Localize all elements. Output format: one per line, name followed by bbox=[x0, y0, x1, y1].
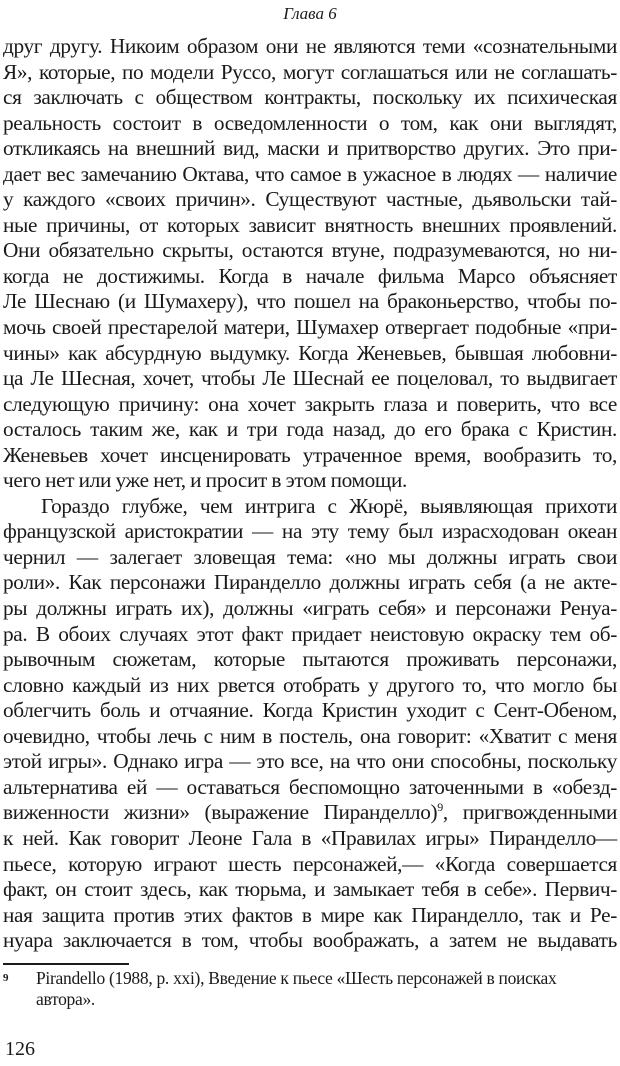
text-line: факт, он стоит здесь, как тюрьма, и замыкает тебя в себе». Первич- bbox=[3, 877, 617, 902]
text-line: альтернатива ей — оставаться беспомощно заточенными в «обезд- bbox=[3, 774, 617, 799]
text-line: чернил — залегает зловещая тема: «но мы должны играть свои bbox=[3, 544, 617, 569]
running-head: Глава 6 bbox=[283, 4, 337, 23]
text-line: чины» как абсурдную выдумку. Когда Женевьев, бывшая любовни- bbox=[3, 340, 617, 365]
paragraph-1 bbox=[3, 34, 617, 494]
text-fragment: виженности жизни» (выражение Пиранделло) bbox=[3, 800, 438, 825]
text-line: следующую причину: она хочет закрыть глаза и поверить, что все bbox=[3, 391, 617, 416]
text-line: ца Ле Шесная, хочет, чтобы Ле Шеснай ее поцеловал, то выдвигает bbox=[3, 366, 617, 391]
paragraph-2 bbox=[3, 494, 617, 954]
text-line: словно каждый из них рвется отобрать у другого то, что могло бы bbox=[3, 672, 617, 697]
text-line: реальность состоит в осведомленности о том, как они выглядят, bbox=[3, 110, 617, 135]
footnote-number: 9 bbox=[3, 972, 9, 984]
text-line-with-footnote-ref bbox=[3, 800, 617, 826]
footnote-divider bbox=[3, 963, 129, 965]
text-line: облегчить боль и отчаяние. Когда Кристин уходит с Сент-Обеном, bbox=[3, 698, 617, 723]
text-line: осталось таким же, как и три года назад, до его брака с Кристин. bbox=[3, 417, 617, 442]
text-line: роли». Как персонажи Пиранделло должны играть себя (а не акте- bbox=[3, 570, 617, 595]
text-line: друг другу. Никоим образом они не являются теми «сознательными bbox=[3, 34, 617, 58]
text-line: дает вес замечанию Октава, что самое в ужасное в людях — наличие bbox=[3, 161, 617, 186]
footnote-9 bbox=[3, 968, 617, 1010]
text-line: ся заключать с обществом контракты, поскольку их психическая bbox=[3, 85, 617, 110]
text-line: пьесе, которую играют шесть персонажей,— «Когда совершается bbox=[3, 851, 617, 876]
footnote-text-line: Pirandello (1988, p. xxi), В​ведение к пьесе «Шесть персонажей в поисках bbox=[36, 968, 557, 988]
text-line: когда не достижимы. Когда в начале фильма Марсо объясняет bbox=[3, 263, 617, 288]
footnote-text-line: автора». bbox=[36, 989, 96, 1009]
text-line: к ней. Как говорит Леоне Гала в «Правилах игры» Пиранделло— bbox=[3, 825, 617, 850]
body-text bbox=[3, 34, 617, 954]
text-line: мочь своей престарелой матери, Шумахер отвергает подобные «при- bbox=[3, 315, 617, 340]
text-line: ная защита против этих фактов в мире как Пиранделло, так и Ре- bbox=[3, 902, 617, 927]
text-line: этой игры». Однако игра — это все, на что они способны, поскольку bbox=[3, 749, 617, 774]
text-line: Я», которые, по модели Руссо, могут соглашаться или не соглашать- bbox=[3, 59, 617, 84]
text-line: у каждого «своих причин». Существуют частные, дьявольски тай- bbox=[3, 187, 617, 212]
text-line: ные причины, от которых зависит внятность внешних проявлений. bbox=[3, 212, 617, 237]
text-line: ры должны играть их), должны «играть себя» и персонажи Ренуа- bbox=[3, 596, 617, 621]
text-line: французской аристократии — на эту тему был израсходован океан bbox=[3, 519, 617, 544]
text-line: ра. В обоих случаях этот факт придает неистовую окраску тем об- bbox=[3, 621, 617, 646]
text-line: Ле Шеснаю (и Шумахеру), что пошел на браконьерство, чтобы по- bbox=[3, 289, 617, 314]
text-line: чего нет или уже нет, и просит в этом помощи. bbox=[3, 468, 408, 493]
text-line: очевидно, чтобы лечь с ним в постель, она говорит: «Хватит с меня bbox=[3, 723, 617, 748]
text-line: нуара заключается в том, чтобы воображать, а затем не выдавать bbox=[3, 928, 617, 953]
text-line: откликаясь на внешний вид, маски и притворство других. Это при- bbox=[3, 136, 617, 161]
text-line: рывочным сюжетам, которые пытаются проживать персонажи, bbox=[3, 647, 617, 672]
text-line: Гораздо глубже, чем интрига с Жюрё, выявляющая прихоти bbox=[41, 493, 617, 518]
text-line: Женевьев хочет инсценировать утраченное время, вообразить то, bbox=[3, 442, 617, 467]
text-fragment: , пригвожденными bbox=[442, 800, 617, 825]
page-number: 126 bbox=[5, 1038, 35, 1060]
footnote-reference[interactable]: 9 bbox=[437, 800, 443, 815]
text-line: Они обязательно скрыты, остаются втуне, подразумеваются, но ни- bbox=[3, 238, 617, 263]
